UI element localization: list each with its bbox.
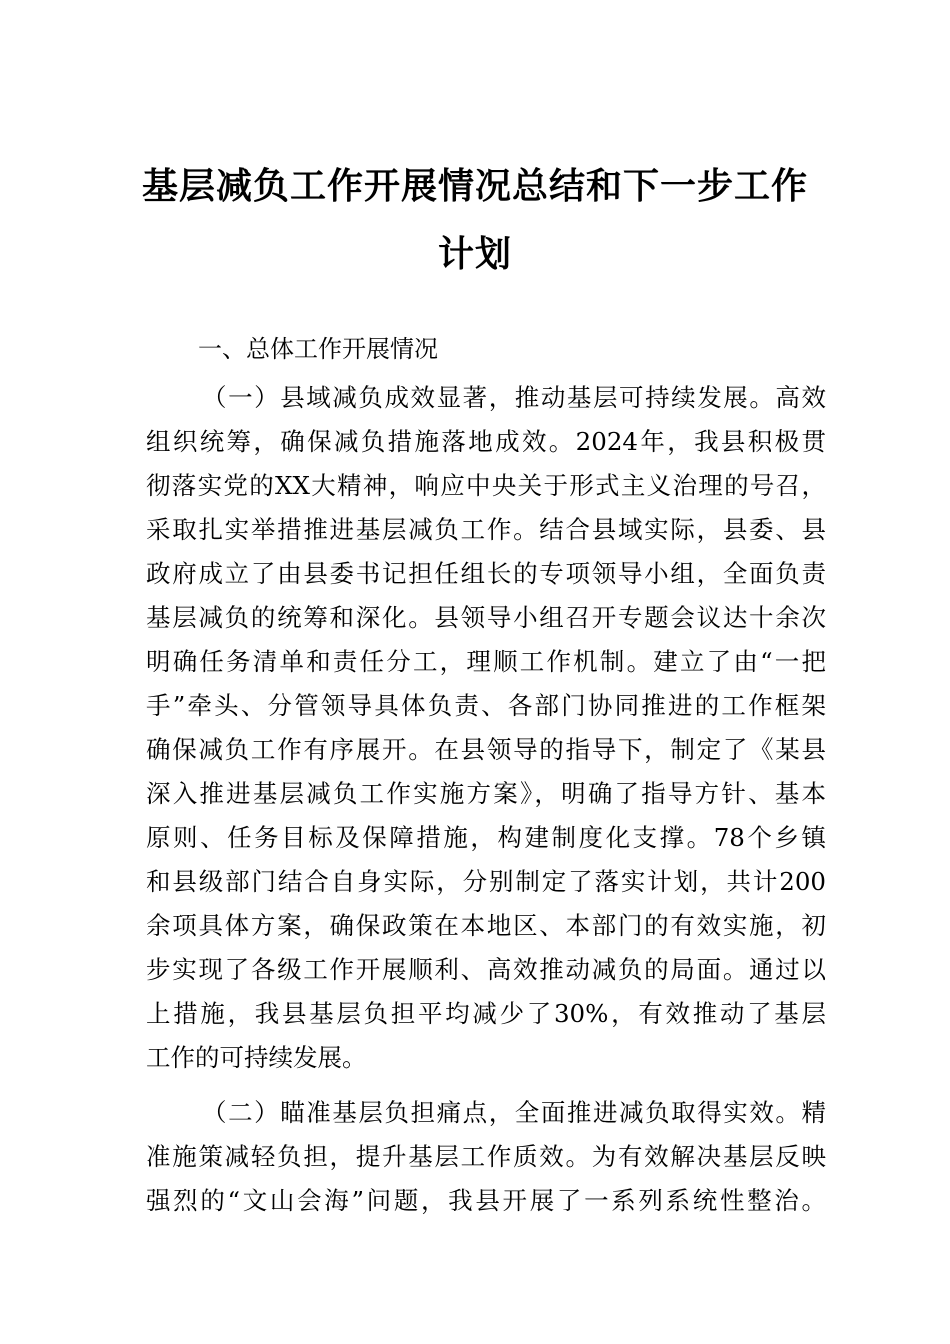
paragraph-line: 步实现了各级工作开展顺利、高效推动减负的局面。通过以: [146, 955, 826, 984]
paragraph-line: 原则、任务目标及保障措施，构建制度化支撑。78个乡镇: [146, 823, 826, 852]
paragraph-1: [146, 376, 826, 1080]
paragraph-line: 采取扎实举措推进基层减负工作。结合县域实际，县委、县: [146, 515, 826, 544]
paragraph-line: 和县级部门结合自身实际，分别制定了落实计划，共计200: [146, 867, 826, 896]
paragraph-line: 手”牵头、分管领导具体负责、各部门协同推进的工作框架: [146, 691, 826, 720]
document-title-line-1: 基层减负工作开展情况总结和下一步工作: [141, 165, 808, 207]
paragraph-line: 政府成立了由县委书记担任组长的专项领导小组，全面负责: [146, 559, 826, 588]
paragraph-line: 彻落实党的XX大精神，响应中央关于形式主义治理的号召，: [146, 471, 826, 500]
section-heading: 一、总体工作开展情况: [198, 335, 438, 363]
paragraph-line: （一）县域减负成效显著，推动基层可持续发展。高效: [202, 383, 826, 412]
paragraph-line: 工作的可持续发展。: [146, 1043, 367, 1072]
paragraph-line: 上措施，我县基层负担平均减少了30%，有效推动了基层: [146, 999, 826, 1028]
paragraph-line: 余项具体方案，确保政策在本地区、本部门的有效实施，初: [146, 911, 826, 940]
document-title-line-2: 计划: [437, 233, 512, 275]
paragraph-line: 深入推进基层减负工作实施方案》，明确了指导方针、基本: [146, 779, 826, 808]
paragraph-line: 准施策减轻负担，提升基层工作质效。为有效解决基层反映: [146, 1142, 826, 1171]
paragraph-line: 强烈的“文山会海”问题，我县开展了一系列系统性整治。: [146, 1186, 826, 1215]
paragraph-line: 明确任务清单和责任分工，理顺工作机制。建立了由“一把: [146, 647, 826, 676]
paragraph-line: （二）瞄准基层负担痛点，全面推进减负取得实效。精: [202, 1098, 826, 1127]
paragraph-line: 基层减负的统筹和深化。县领导小组召开专题会议达十余次: [146, 603, 826, 632]
paragraph-line: 确保减负工作有序展开。在县领导的指导下，制定了《某县: [146, 735, 826, 764]
paragraph-2: [146, 1091, 826, 1223]
paragraph-line: 组织统筹，确保减负措施落地成效。2024年，我县积极贯: [146, 427, 826, 456]
